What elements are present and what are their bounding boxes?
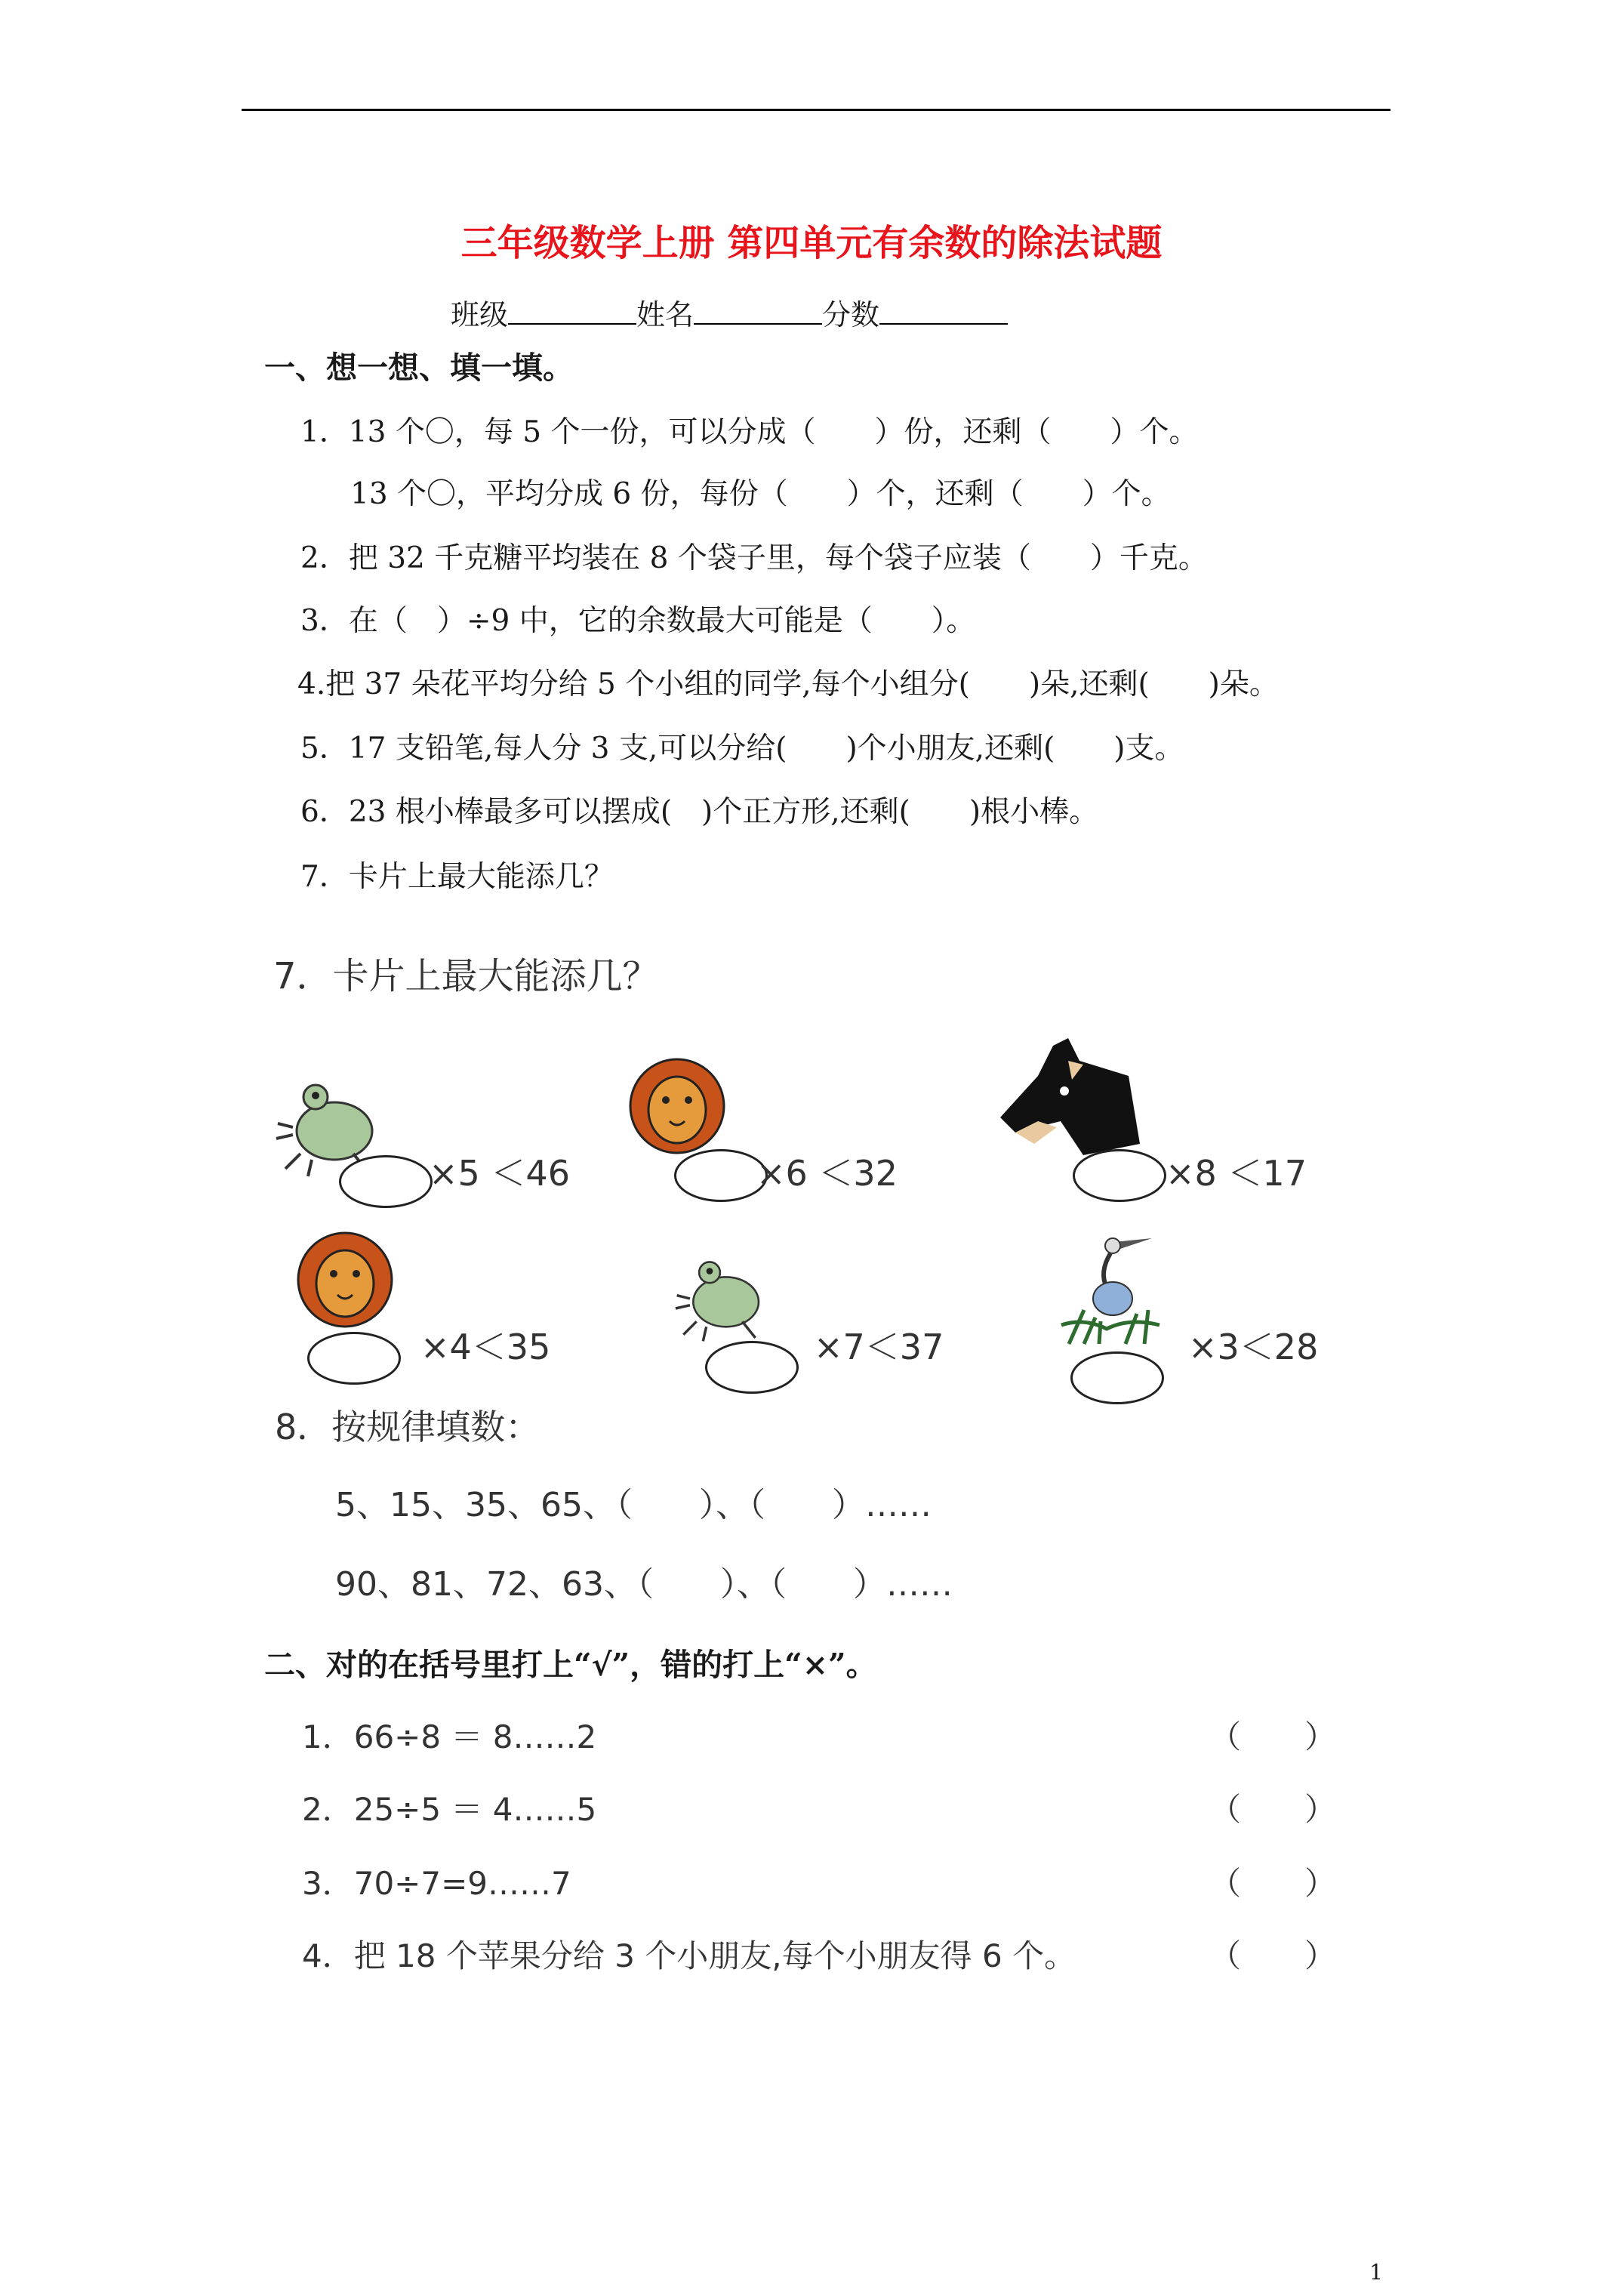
- judge-item-1: 1．66÷8 ＝ 8……2: [302, 1718, 597, 1755]
- question-3: 3．在（ ）÷9 中，它的余数最大可能是（ ）。: [300, 604, 976, 638]
- question-1b: 13 个〇，平均分成 6 份，每份（ ）个，还剩（ ）个。: [350, 477, 1171, 511]
- class-label: 班级: [451, 298, 509, 331]
- pattern-row-2: 90、81、72、63、（ ）、（ ）……: [335, 1565, 953, 1604]
- card-expr-4: ×4＜35: [420, 1327, 551, 1367]
- section1-heading: 一、想一想、填一填。: [264, 350, 574, 386]
- answer-oval-5[interactable]: [705, 1341, 799, 1394]
- page-title: 三年级数学上册 第四单元有余数的除法试题: [460, 222, 1163, 264]
- lion-icon: [628, 1053, 726, 1159]
- card-expr-1: ×5 ＜46: [429, 1153, 570, 1194]
- question-6: 6．23 根小棒最多可以摆成( )个正方形,还剩( )根小棒。: [300, 795, 1099, 829]
- card-expr-5: ×7＜37: [814, 1327, 944, 1367]
- question-1a: 1．13 个〇，每 5 个一份，可以分成（ ）份，还剩（ ）个。: [300, 415, 1199, 449]
- pattern-row-1: 5、15、35、65、（ ）、（ ）……: [335, 1486, 932, 1524]
- answer-oval-6[interactable]: [1070, 1351, 1164, 1404]
- card-expr-6: ×3＜28: [1188, 1327, 1319, 1367]
- question-5: 5．17 支铅笔,每人分 3 支,可以分给( )个小朋友,还剩( )支。: [300, 732, 1184, 766]
- cards-heading: 7．卡片上最大能添几？: [273, 955, 659, 997]
- question-2: 2．把 32 千克糖平均装在 8 个袋子里，每个袋子应装（ ）千克。: [300, 541, 1208, 575]
- student-info-line: [451, 291, 1008, 333]
- answer-oval-1[interactable]: [339, 1155, 433, 1208]
- judge-mark-4[interactable]: （ ）: [1209, 1937, 1337, 1974]
- judge-mark-3[interactable]: （ ）: [1209, 1865, 1337, 1902]
- judge-item-2: 2．25÷5 ＝ 4……5: [302, 1791, 597, 1828]
- judge-item-4: 4．把 18 个苹果分给 3 个小朋友,每个小朋友得 6 个。: [302, 1937, 1076, 1974]
- judge-mark-2[interactable]: （ ）: [1209, 1791, 1337, 1828]
- heron-icon: [1054, 1227, 1167, 1351]
- answer-oval-2[interactable]: [674, 1149, 768, 1202]
- answer-oval-3[interactable]: [1073, 1149, 1166, 1202]
- name-label: 姓名: [636, 298, 694, 331]
- card-expr-3: ×8 ＜17: [1166, 1153, 1307, 1194]
- answer-oval-4[interactable]: [307, 1332, 401, 1385]
- score-blank[interactable]: [879, 296, 1008, 325]
- question-4: 4.把 37 朵花平均分给 5 个小组的同学,每个小组分( )朵,还剩( )朵。: [297, 667, 1279, 701]
- lion-icon: [296, 1227, 394, 1333]
- card-expr-2: ×6 ＜32: [756, 1153, 898, 1194]
- judge-mark-1[interactable]: （ ）: [1209, 1718, 1337, 1755]
- section2-heading: 二、对的在括号里打上“√”，错的打上“×”。: [264, 1647, 877, 1683]
- frog-icon: [663, 1250, 776, 1348]
- class-blank[interactable]: [508, 296, 636, 325]
- name-blank[interactable]: [694, 296, 822, 325]
- score-label: 分数: [822, 298, 880, 331]
- header-rule: [242, 109, 1390, 111]
- judge-item-3: 3．70÷7=9……7: [302, 1865, 571, 1902]
- page-number: 1: [1369, 2260, 1383, 2285]
- pattern-heading: 8．按规律填数：: [275, 1407, 540, 1447]
- question-7: 7．卡片上最大能添几？: [300, 860, 614, 894]
